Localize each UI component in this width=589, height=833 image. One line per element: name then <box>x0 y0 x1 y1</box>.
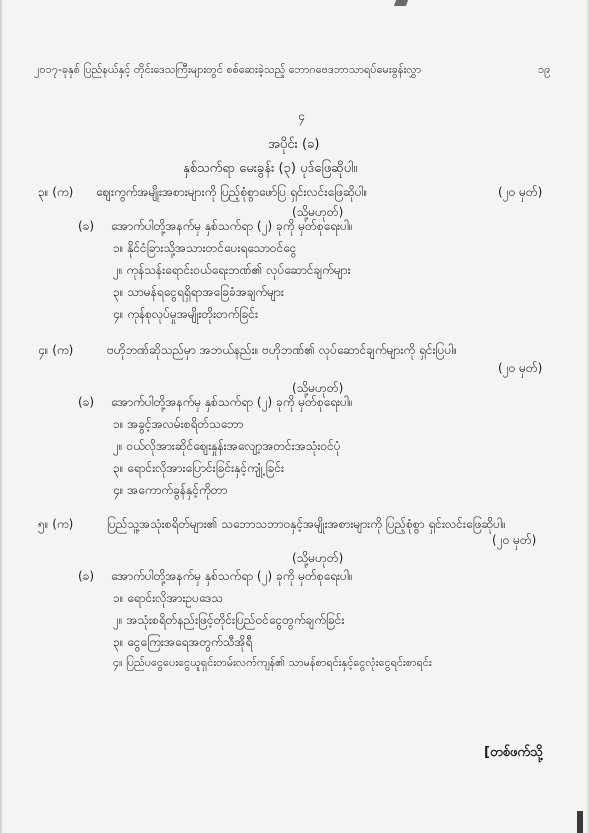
page-number: ၁၉ <box>538 63 551 76</box>
question-5-item-1: ၁။ ရောင်းလိုအားဥပဒေသ <box>113 591 223 605</box>
question-4-item-2: ၂။ ဝယ်လိုအားဆိုင်ဈေးနှုန်းအလျော့အတင်းအသုံးဝင်ပုံ <box>113 439 341 453</box>
question-3-item-3: ၃။ သာမန်ရငွေရရှိရာအခြေခံအချက်များ <box>113 285 284 299</box>
question-3-sub-instruction: အောက်ပါတို့အနက်မှ နှစ်သက်ရာ (၂) ခုကို မှတ်စုရေးပါ။ <box>111 219 353 233</box>
question-3-number: ၃။ (က) <box>38 185 74 199</box>
question-5-sub-instruction: အောက်ပါတို့အနက်မှ နှစ်သက်ရာ (၂) ခုကို မှတ်စုရေးပါ။ <box>111 569 353 583</box>
question-5-or: (သို့မဟုတ်) <box>292 551 344 565</box>
question-5-number: ၅။ (က) <box>38 517 74 531</box>
question-4-marks: (၂၀ မှတ်) <box>498 361 543 375</box>
part-instruction: နှစ်သက်ရာ မေးခွန်း (၃) ပုဒ်ဖြေဆိုပါ။ <box>183 161 358 176</box>
page-marker: ၄ <box>298 109 305 123</box>
question-5-text: ပြည်သူ့အသုံးစရိတ်များ၏ သဘောသဘာဝနှင့်အမျိုးအစားများကို ပြည့်စုံစွာ ရှင်းလင်းဖြေဆိုပါ။ <box>107 517 506 531</box>
part-title: အပိုင်း (ခ) <box>268 137 320 152</box>
question-5-item-4: ၄။ ပြည်ပငွေပေးငွေယူရှင်းတမ်းလက်ကျန်၏ သာမန်စာရင်းနှင့်ငွေလုံးငွေရင်းစာရင်း <box>113 656 432 669</box>
question-5-item-2: ၂။ အသုံးစရိတ်နည်းဖြင့်တိုင်းပြည်ဝင်ငွေတွက်ချက်ခြင်း <box>113 613 345 627</box>
question-3-marks: (၂၀ မှတ်) <box>498 185 543 199</box>
question-3-sub-label: (ခ) <box>78 219 95 233</box>
question-4-item-1: ၁။ အခွင့်အလမ်းစရိတ်သဘော <box>113 417 244 431</box>
question-4-or: (သို့မဟုတ်) <box>292 381 344 395</box>
question-3-item-2: ၂။ ကုန်သန်းရောင်းဝယ်ရေးဘဏ်၏ လုပ်ဆောင်ချက်များ <box>113 263 351 277</box>
question-4-sub-label: (ခ) <box>78 395 95 409</box>
question-5-sub-label: (ခ) <box>78 569 95 583</box>
scan-shadow-left <box>0 0 3 833</box>
question-3-or: (သို့မဟုတ်) <box>292 205 344 219</box>
question-5-marks: (၂၀ မှတ်) <box>492 533 537 547</box>
question-4-text: ဗဟိုဘဏ်ဆိုသည်မှာ အဘယ်နည်း။ ဗဟိုဘဏ်၏ လုပ်ဆောင်ချက်များကို ရှင်းပြပါ။ <box>107 343 457 357</box>
question-5-item-3: ၃။ ငွေကြေးအရေအတွက်သီအိုရီ <box>113 635 253 649</box>
question-4-sub-instruction: အောက်ပါတို့အနက်မှ နှစ်သက်ရာ (၂) ခုကို မှတ်စုရေးပါ။ <box>111 395 353 409</box>
running-header: ၂၀၁၇-ခုနှစ် ပြည်နယ်နှင့် တိုင်းဒေသကြီးများတွင် စစ်ဆေးခဲ့သည့် ဘောဂဗေဒဘာသာရပ်မေးခွန်းလွှာ <box>34 63 422 76</box>
question-3-item-1: ၁။ နိုင်ငံခြားသို့အသားတင်ပေးရသောဝင်ငွေ <box>113 241 297 255</box>
question-3-item-4: ၄။ ကုန်စုလုပ်မှုအမျိုးတိုးတက်ခြင်း <box>113 307 259 321</box>
scan-mark-bottom <box>577 811 583 833</box>
scan-mark-top <box>394 0 408 6</box>
question-4-item-3: ၃။ ရောင်းလိုအားပြောင်းခြင်းနှင့်ကျုံ့ခြင်း <box>113 461 285 475</box>
continue-label: [တစ်ဖက်သို့ <box>484 745 543 760</box>
question-4-item-4: ၄။ အကောက်ခွန်နှင့်ကိုတာ <box>113 483 228 497</box>
question-3-text: ဈေးကွက်အမျိုးအစားများကို ပြည့်စုံစွာဖော်ပြ ရှင်းလင်းဖြေဆိုပါ။ <box>96 185 368 199</box>
question-4-number: ၄။ (က) <box>38 343 74 357</box>
